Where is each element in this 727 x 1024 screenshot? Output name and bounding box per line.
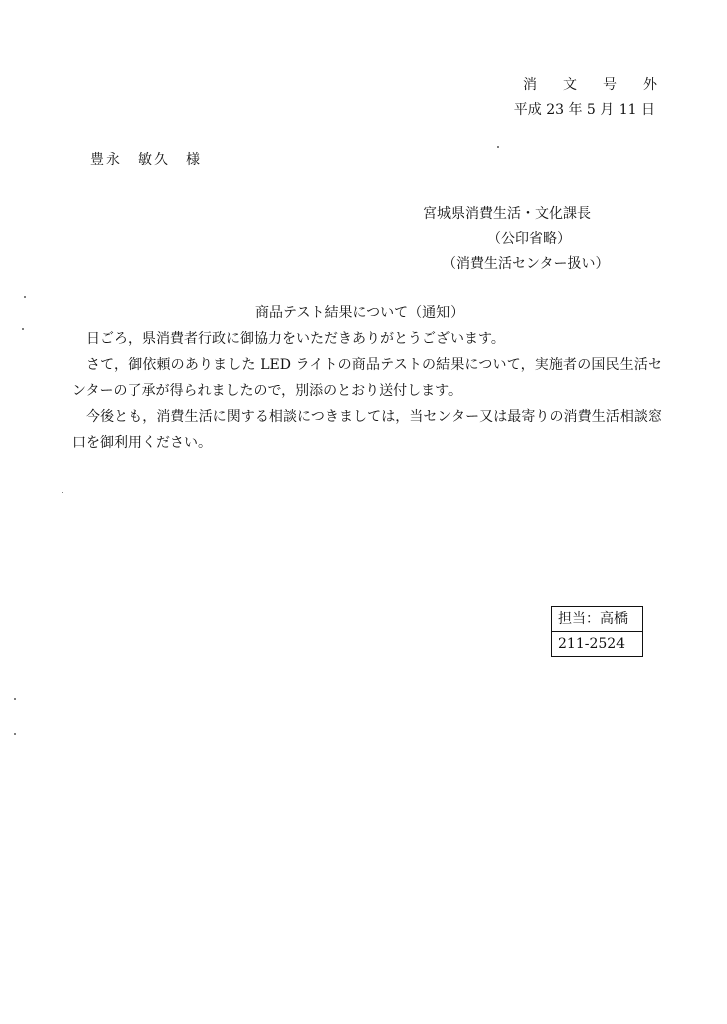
- sender-title: 宮城県消費生活・文化課長: [423, 206, 591, 222]
- contact-person: 担当：高橋: [558, 611, 628, 627]
- document-number: 消文号外: [523, 77, 683, 93]
- scan-speck: [62, 492, 63, 493]
- body-paragraph-1: 日ごろ，県消費者行政に御協力をいただきありがとうございます。: [86, 331, 505, 347]
- document-body: [72, 326, 662, 456]
- contact-phone: 211-2524: [552, 631, 642, 656]
- contact-box: [551, 606, 643, 657]
- scan-speck: [14, 733, 16, 735]
- document-date: 平成 23 年 5 月 11 日: [513, 102, 655, 118]
- scan-speck: [24, 296, 26, 298]
- body-paragraph-2: さて，御依頼のありました LED ライトの商品テストの結果について，実施者の国民生活センターの了承が得られましたので，別添のとおり送付します。: [72, 357, 662, 399]
- recipient-name: 豊永 敏久 様: [90, 152, 202, 168]
- scan-speck: [14, 698, 16, 700]
- document-subject: 商品テスト結果について（通知）: [255, 305, 465, 321]
- scan-speck: [497, 146, 499, 148]
- sender-handling-note: （消費生活センター扱い）: [442, 256, 610, 272]
- sender-seal-note: （公印省略）: [487, 231, 571, 247]
- scan-speck: [22, 328, 24, 330]
- body-paragraph-3: 今後とも，消費生活に関する相談につきましては，当センター又は最寄りの消費生活相談窓口を御利用ください。: [72, 409, 662, 451]
